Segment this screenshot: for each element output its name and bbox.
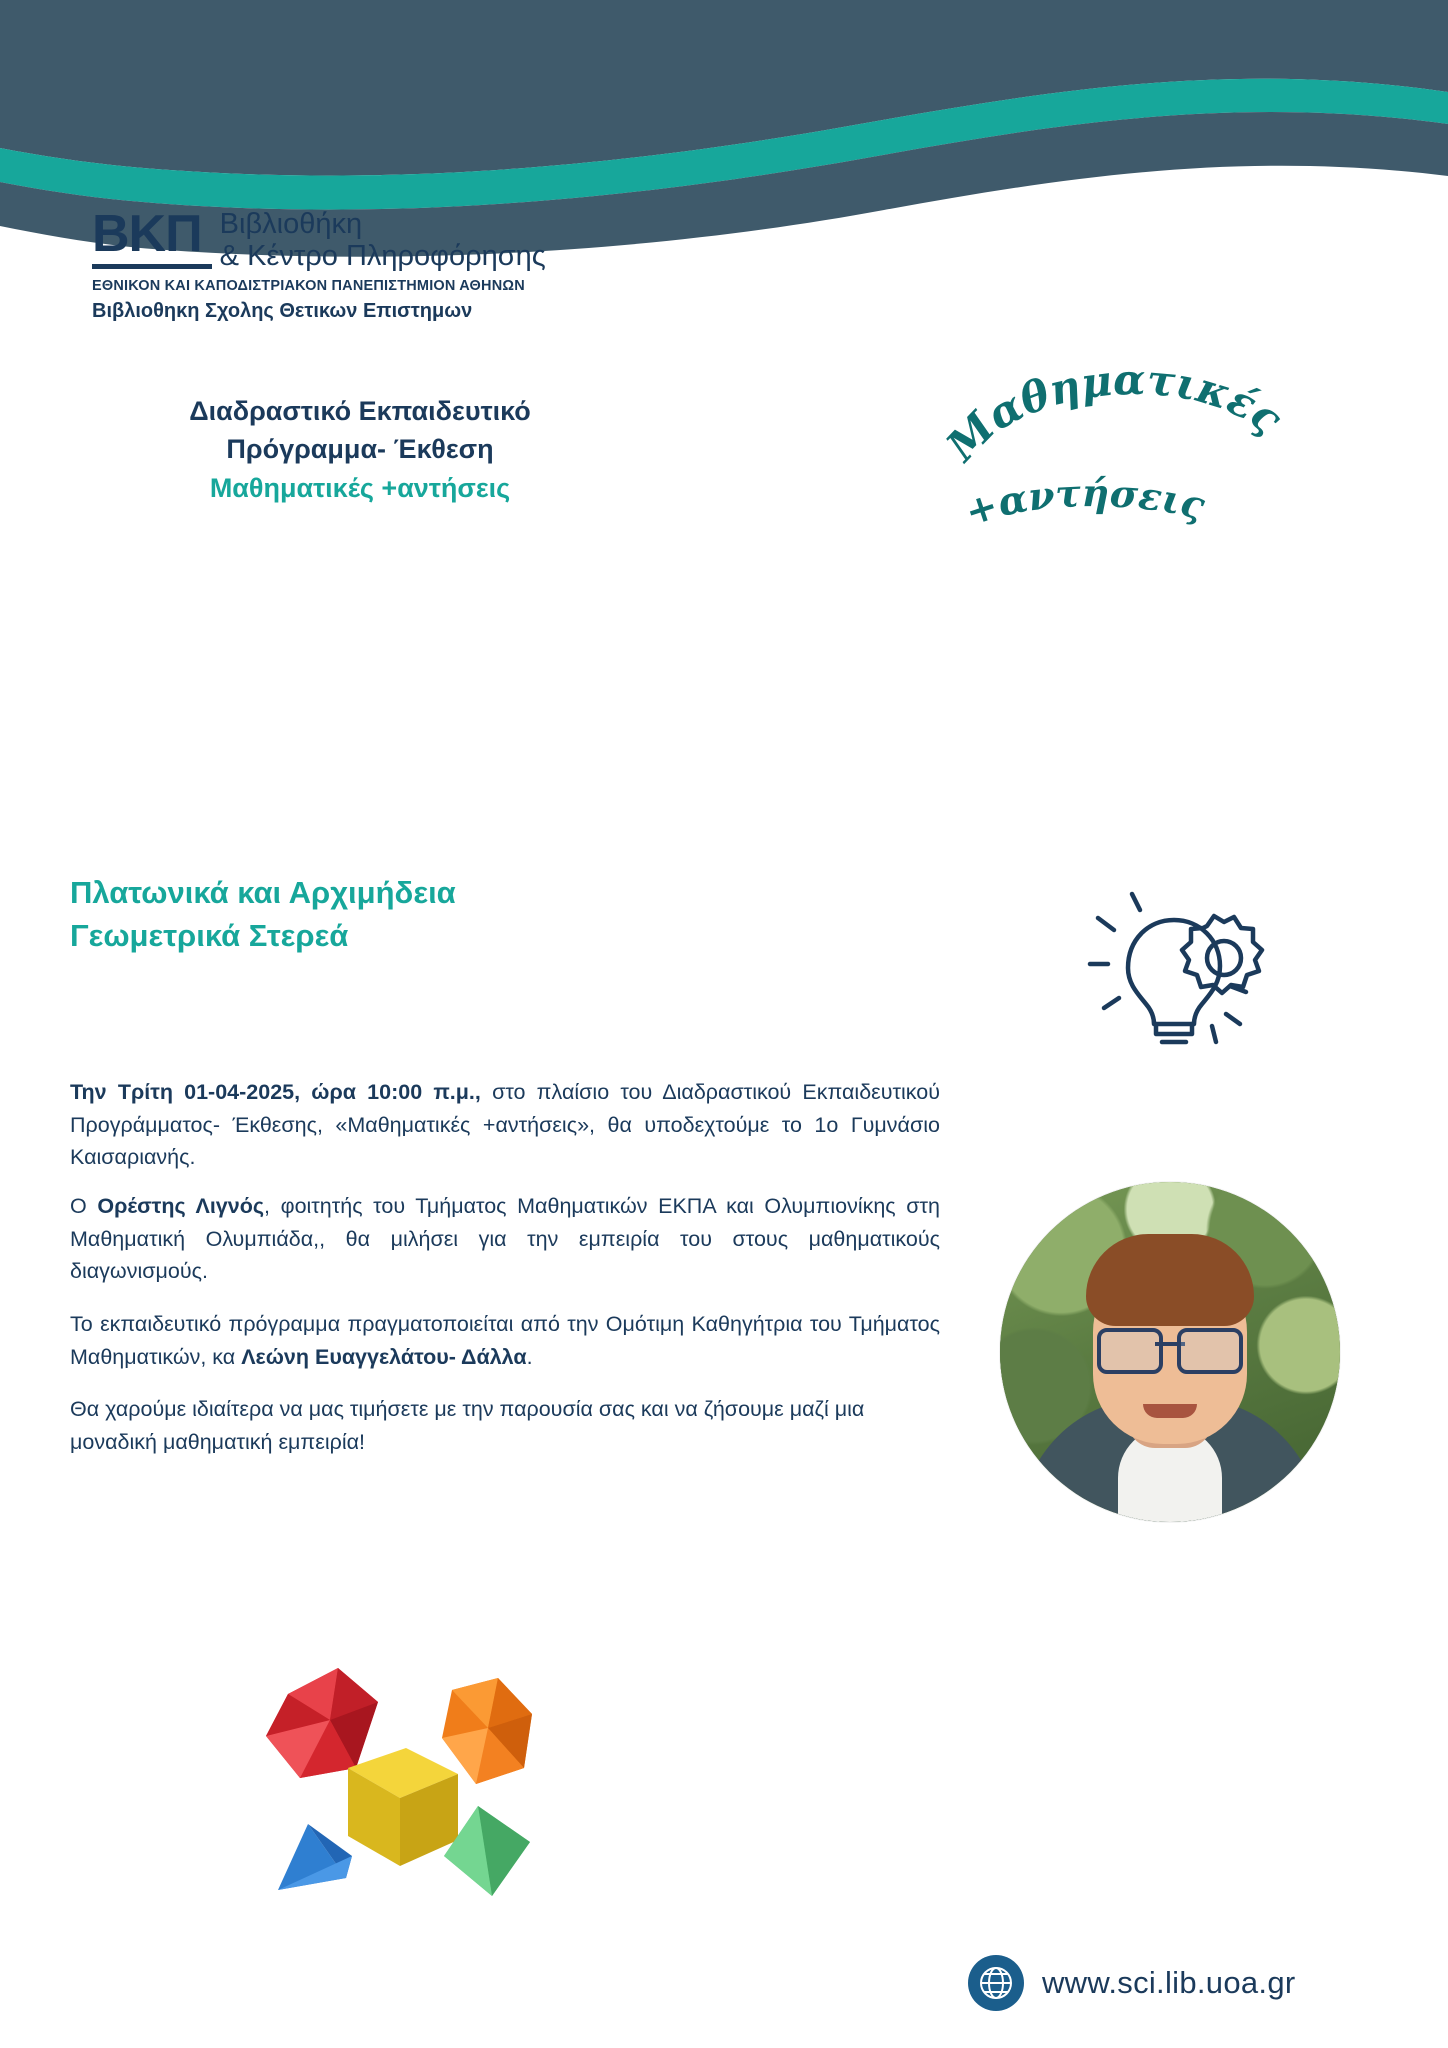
section-heading [70, 872, 790, 958]
professor-name: Λεώνη Ευαγγελάτου- Δάλλα [241, 1344, 527, 1369]
paragraph-3-post: . [526, 1344, 533, 1369]
program-title-line-2: Πρόγραμμα- Έκθεση [226, 434, 494, 465]
section-heading-line-2: Γεωμετρικά Στερεά [70, 917, 349, 953]
globe-icon [968, 1955, 1024, 2011]
logo-wordmark [212, 208, 546, 273]
event-datetime: Την Τρίτη 01-04-2025, ώρα 10:00 π.μ., [70, 1080, 481, 1104]
program-title [100, 392, 620, 507]
geometric-solids-illustration [230, 1628, 590, 1928]
program-title-line-3: Μαθηματικές +αντήσεις [209, 472, 511, 503]
speaker-name: Ορέστης Λιγνός [97, 1194, 265, 1219]
logo-institution: ΕΘΝΙΚΟΝ ΚΑΙ ΚΑΠΟΔΙΣΤΡΙΑΚΟΝ ΠΑΝΕΠΙΣΤΗΜΙΟΝ ΑΘΗΝΩΝ [92, 277, 525, 294]
solid-cube-yellow [348, 1748, 458, 1866]
section-heading-line-1: Πλατωνικά και Αρχιμήδεια [70, 875, 456, 910]
library-logo [92, 205, 732, 323]
speaker-portrait [1000, 1182, 1340, 1522]
lightbulb-gear-icon [1070, 872, 1270, 1052]
glasses-left-lens [1097, 1328, 1163, 1374]
website-url[interactable]: www.sci.lib.uoa.gr [1042, 1965, 1296, 2000]
portrait-glasses [1097, 1328, 1243, 1368]
portrait-hair [1086, 1234, 1254, 1326]
solid-tetrahedron-blue [278, 1824, 352, 1890]
logo-line-2: & Κέντρο Πληροφόρησης [219, 240, 546, 273]
logo-library-name: Βιβλιοθηκη Σχολης Θετικων Επιστημων [92, 299, 473, 322]
glasses-right-lens [1177, 1328, 1243, 1374]
curved-logo-bottom: +αντήσεις [959, 470, 1209, 535]
logo-monogram: ΒΚΠ [92, 208, 212, 269]
solid-polyhedron-orange [442, 1678, 532, 1784]
logo-line-1: Βιβλιοθήκη [219, 208, 363, 240]
solid-icosahedron-red [266, 1668, 378, 1778]
paragraph-1 [70, 1076, 940, 1174]
paragraph-3-pre: Το εκπαιδευτικό πρόγραμμα πραγματοποιείται από την Ομότιμη Καθηγήτρια του Τμήματος Μαθηματικών, κα [70, 1312, 940, 1369]
paragraph-3 [70, 1308, 940, 1373]
paragraph-2 [70, 1190, 940, 1288]
program-title-line-1: Διαδραστικό Εκπαιδευτικό [189, 396, 531, 426]
announcement-body [70, 1076, 940, 1479]
paragraph-4: Θα χαρούμε ιδιαίτερα να μας τιμήσετε με την παρουσία σας και να ζήσουμε μαζί μια μοναδική μαθηματική εμπειρία! [70, 1397, 865, 1455]
logo-row [92, 205, 732, 273]
paragraph-1-text: στο πλαίσιο του Διαδραστικού Εκπαιδευτικού Προγράμματος- Έκθεσης, «Μαθηματικές +αντήσεις», θα υποδεχτούμε το 1ο Γυμνάσιο Καισαριανής. [70, 1080, 940, 1170]
website-footer[interactable] [968, 1955, 1296, 2011]
paragraph-2-pre: Ο [70, 1194, 98, 1219]
event-curved-logotype [936, 354, 1295, 588]
paragraph-2-post: , φοιτητής του Τμήματος Μαθηματικών ΕΚΠΑ και Ολυμπιονίκης στη Μαθηματική Ολυμπιάδα,, θα μιλήσει για την εμπειρία του στους μαθηματικούς διαγωνισμούς. [70, 1194, 940, 1284]
portrait-smile [1143, 1404, 1197, 1418]
curved-logo-top: Μαθηματικές [936, 354, 1292, 471]
